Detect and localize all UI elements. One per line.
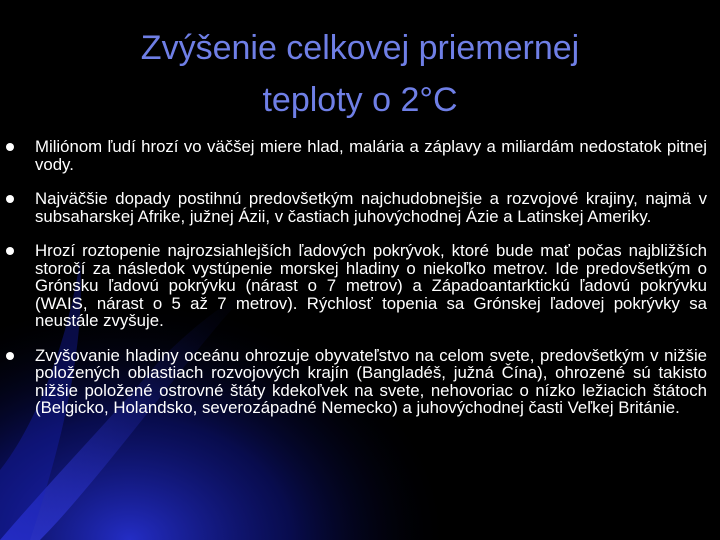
title-line-2: teploty o 2°C <box>262 81 458 119</box>
bullet-text: Miliónom ľudí hrozí vo väčšej miere hlad, malária a záplavy a miliardám nedostatok pitnej vody. <box>35 137 707 174</box>
bullet-item <box>0 242 720 330</box>
bullet-dot-icon <box>6 247 14 255</box>
bullet-dot-icon <box>6 143 14 151</box>
bullet-item <box>0 347 720 417</box>
bullet-item <box>0 138 720 173</box>
bullet-text: Hrozí roztopenie najrozsiahlejších ľadových pokrývok, ktoré bude mať počas najbližších storočí za následok vystúpenie morskej hladiny o niekoľko metrov. Ide predovšetkým o Grónsku ľadovú pokrývku (nárast o 7 metrov) a Západoantarktickú ľadovú pokrývku (WAIS, nárast o 5 až 7 metrov). Rýchlosť topenia sa Grónskej ľadovej pokrývky sa neustále zvyšuje. <box>35 241 707 330</box>
bullet-dot-icon <box>6 352 14 360</box>
bullet-list <box>0 138 720 434</box>
bullet-item <box>0 190 720 225</box>
title-line-1: Zvýšenie celkovej priemernej <box>140 29 580 67</box>
bullet-text: Najväčšie dopady postihnú predovšetkým najchudobnejšie a rozvojové krajiny, najmä v subsaharskej Afrike, južnej Ázii, v častiach juhovýchodnej Ázie a Latinskej Ameriky. <box>35 189 707 226</box>
bullet-dot-icon <box>6 195 14 203</box>
slide-title <box>60 22 660 126</box>
bullet-text: Zvyšovanie hladiny oceánu ohrozuje obyvateľstvo na celom svete, predovšetkým v nižšie položených oblastiach rozvojových krajín (Bangladéš, južná Čína), ohrozené sú takisto nižšie položené ostrovné štáty kdekoľvek na svete, nehovoriac o nízko ležiacich štátoch (Belgicko, Holandsko, severozápadné Nemecko) a juhovýchodnej časti Veľkej Británie. <box>35 345 707 417</box>
